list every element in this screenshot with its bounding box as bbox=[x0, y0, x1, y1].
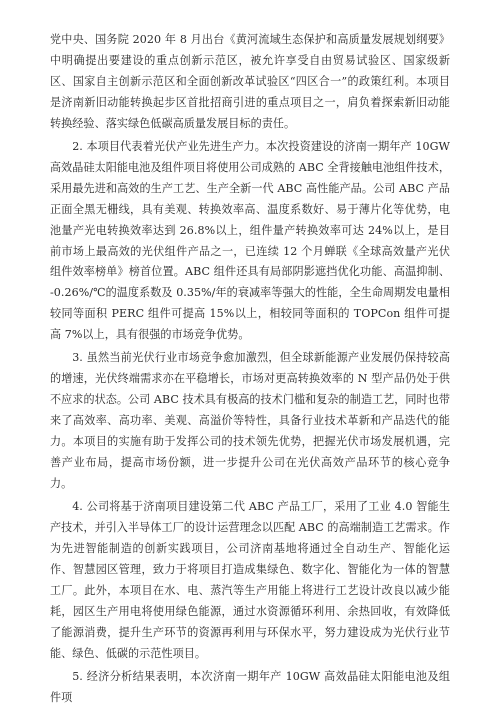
paragraph-5: 5. 经济分析结果表明，本次济南一期年产 10GW 高效晶硅太阳能电池及组件项 bbox=[50, 669, 450, 704]
paragraph-2: 2. 本项目代表着光伏产业先进生产力。本次投资建设的济南一期年产 10GW 高效晶硅太阳能电池及组件项目将使用公司成熟的 ABC 全背接触电池组件技术，采用最先进和高效的生产工艺、生产全新一代 ABC 高性能产品。公司 ABC 产品正面全黑无栅线，具有美观、转换效率高、温度系数好、易于薄片化等优势，电池量产光电转换效率达到 26.8%以上，组件量产转换效率可达 24%以上，是目前市场上最高效的光伏组件产品之一，已连续 12 个月蝉联《全球高效量产光伏组件效率榜单》榜首位置。ABC 组件还具有局部阴影遮挡优化功能、高温抑制、-0.26%/℃的温度系数及 0.35%/年的衰减率等强大的性能，全生命周期发电量相较同等面积 PERC 组件可提高 15%以上，相较同等面积的 TOPCon 组件可提高 7%以上，具有很强的市场竞争优势。 bbox=[50, 139, 450, 342]
paragraph-1: 党中央、国务院 2020 年 8 月出台《黄河流域生态保护和高质量发展规划纲要》中明确提出要建设的重点创新示范区，被允许享受自由贸易试验区、国家级新区、国家自主创新示范区和全面创新改革试验区“四区合一”的政策红利。本项目是济南新旧动能转换起步区首批招商引进的重点项目之一，肩负着探索新旧动能转换经验、落实绿色低碳高质量发展目标的责任。 bbox=[50, 33, 450, 130]
paragraph-3: 3. 虽然当前光伏行业市场竞争愈加激烈，但全球新能源产业发展仍保持较高的增速，光伏终端需求亦在平稳增长，市场对更高转换效率的 N 型产品仍处于供不应求的状态。公司 ABC 技术具有极高的技术门槛和复杂的制造工艺，同时也带来了高效率、高功率、美观、高溢价等特性，具备行业技术革新和产品迭代的能力。本项目的实施有助于发挥公司的技术领先优势，把握光伏市场发展机遇，完善产业布局，提高市场份额，进一步提升公司在光伏高效产品环节的核心竞争力。 bbox=[50, 351, 450, 491]
paragraph-4: 4. 公司将基于济南项目建设第二代 ABC 产品工厂，采用了工业 4.0 智能生产技术，并引入半导体工厂的设计运营理念以匹配 ABC 的高端制造工艺需求。作为先进智能制造的创新实践项目，公司济南基地将通过全自动生产、智能化运作、智慧园区管理，致力于将项目打造成集绿色、数字化、智能化为一体的智慧工厂。此外，本项目在水、电、蒸汽等生产用能上将进行工艺设计改良以减少能耗，园区生产用电将使用绿色能源，通过水资源循环利用、余热回收，有效降低了能源消费，提升生产环节的资源再利用与环保水平，努力建设成为光伏行业节能、绿色、低碳的示范性项目。 bbox=[50, 499, 450, 660]
